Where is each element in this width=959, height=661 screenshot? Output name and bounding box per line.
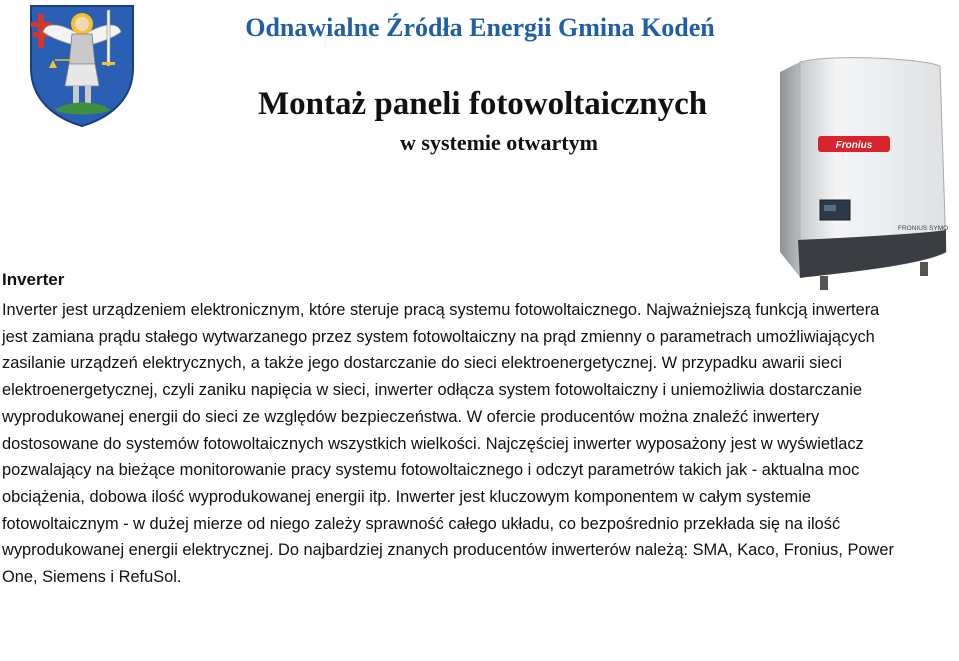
svg-text:Fronius: Fronius — [835, 140, 873, 151]
coat-of-arms-icon — [27, 2, 137, 128]
site-title: Odnawialne Źródła Energii Gmina Kodeń — [245, 13, 715, 42]
slide-subtitle: w systemie otwartym — [400, 130, 598, 155]
slide-title: Montaż paneli fotowoltaicznych — [258, 86, 708, 122]
section-heading: Inverter — [2, 270, 65, 289]
inverter-device-icon — [770, 52, 955, 302]
body-text: Inverter jest urządzeniem elektronicznym, które steruje pracą systemu fotowoltaicznego. Najważniejszą funkcją inwertera jest zamiana prądu stałego wytwarzanego przez system fotowoltaiczny na prąd zmienny o parametrach umożliwiających zasilanie urządzeń elektrycznych, a także jego dostarczanie do sieci elektroenergetycznej. W przypadku awarii sieci elektroenergetycznej, czyli zaniku napięcia w sieci, inwerter odłącza system fotowoltaiczny i uniemożliwia dostarczanie wyprodukowanej energii do sieci ze względów bezpieczeństwa. W ofercie producentów można znaleźć inwertery dostosowane do systemów fotowoltaicznych wszystkich wielkości. Najczęściej inwerter wyposażony jest w wyświetlacz pozwalający na bieżące monitorowanie pracy systemu fotowoltaicznego i odczyt parametrów takich jak - aktualna moc obciążenia, dobowa ilość wyprodukowanej energii itp. Inwerter jest kluczowym komponentem w całym systemie fotowoltaicznym - w dużej mierze od niego zależy sprawność całego układu, co bezpośrednio przekłada się na ilość wyprodukowanej energii elektrycznej. Do najbardziej znanych producentów inwerterów należą: SMA, Kaco, Fronius, Power One, Siemens i RefuSol. — [2, 301, 894, 587]
svg-text:FRONIUS SYMO: FRONIUS SYMO — [898, 225, 949, 232]
